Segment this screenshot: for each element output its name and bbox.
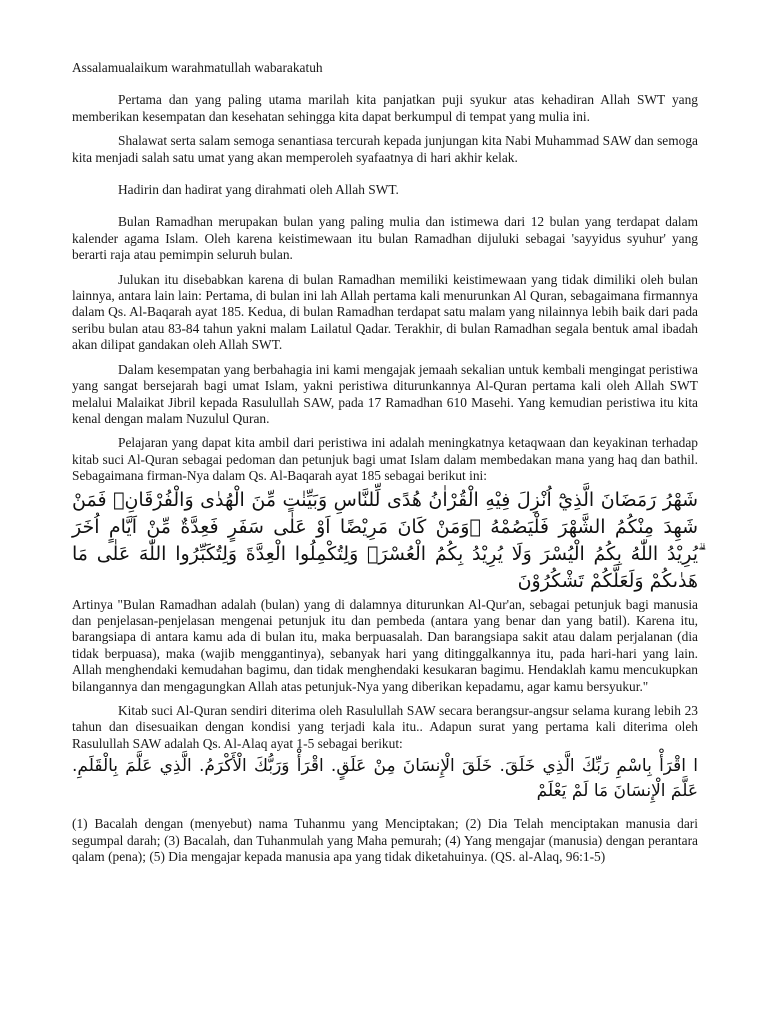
paragraph-kitab-suci: Kitab suci Al-Quran sendiri diterima oleh Rasulullah SAW secara berangsur-angsur selama kurang lebih 23 tahun dan disesuaikan dengan kondisi yang terjadi kala itu.. Adapun surat yang pertama kali diterima oleh Rasulullah SAW adalah Qs. Al-Alaq ayat 1-5 sebagai berikut: xyxy=(72,702,698,751)
paragraph-shalawat: Shalawat serta salam semoga senantiasa tercurah kepada junjungan kita Nabi Muhammad SAW dan semoga kita menjadi salah satu umat yang akan memperoleh syafaatnya di hari akhir kelak. xyxy=(72,133,698,165)
paragraph-julukan: Julukan itu disebabkan karena di bulan Ramadhan memiliki keistimewaan yang tidak dimiliki oleh bulan lainnya, antara lain lain: Pertama, di bulan ini lah Allah pertama kali menurunkan Al Quran, sebagaimana firmannya dalam Qs. Al-Baqarah ayat 185. Kedua, di bulan Ramadhan terdapat satu malam yang nilainnya lebih baik dari pada seribu bulan atau 83-84 tahun yakni malam Lailatul Qadar. Terakhir, di bulan Ramadhan segala bentuk amal ibadah akan dilipat gandakan oleh Allah SWT. xyxy=(72,271,698,353)
arabic-verse-al-baqarah: شَهْرُ رَمَضَانَ الَّذِيْٓ اُنْزِلَ فِيْهِ الْقُرْاٰنُ هُدًى لِّلنَّاسِ وَبَيِّنٰتٍ مِّنَ الْهُدٰى وَالْفُرْقَانِۚ فَمَنْ شَهِدَ مِنْكُمُ الشَّهْرَ فَلْيَصُمْهُ ۗوَمَنْ كَانَ مَرِيْضًا اَوْ عَلٰى سَفَرٍ فَعِدَّةٌ مِّنْ اَيَّامٍ اُخَرَ ۗيُرِيْدُ اللّٰهُ بِكُمُ الْيُسْرَ وَلَا يُرِيْدُ بِكُمُ الْعُسْرَۖ وَلِتُكْمِلُوا الْعِدَّةَ وَلِتُكَبِّرُوا اللّٰهَ عَلٰى مَا هَدٰىكُمْ وَلَعَلَّكُمْ تَشْكُرُوْنَ xyxy=(72,488,698,592)
paragraph-opening: Pertama dan yang paling utama marilah kita panjatkan puji syukur atas kehadiran Allah SWT yang memberikan kesempatan dan kesehatan sehingga kita dapat berkumpul di tempat yang mulia ini. xyxy=(72,92,698,124)
paragraph-ramadhan: Bulan Ramadhan merupakan bulan yang paling mulia dan istimewa dari 12 bulan yang terdapat dalam kalender agama Islam. Oleh karena keistimewaan itu bulan Ramadhan dijuluki sebagai 'sayyidus syuhur' yang berarti raja atau pemimpin seluruh bulan. xyxy=(72,214,698,263)
document-body xyxy=(72,60,698,865)
greeting: Assalamualaikum warahmatullah wabarakatuh xyxy=(72,60,323,75)
paragraph-address: Hadirin dan hadirat yang dirahmati oleh Allah SWT. xyxy=(118,182,399,198)
translation-al-alaq: (1) Bacalah dengan (menyebut) nama Tuhanmu yang Menciptakan; (2) Dia Telah menciptakan manusia dari segumpal darah; (3) Bacalah, dan Tuhanmulah yang Maha pemurah; (4) Yang mengajar (manusia) dengan perantara qalam (pena); (5) Dia mengajar kepada manusia apa yang tidak diketahuinya. (QS. al-Alaq, 96:1-5) xyxy=(72,816,698,864)
paragraph-pelajaran: Pelajaran yang dapat kita ambil dari peristiwa ini adalah meningkatnya ketaqwaan dan keyakinan terhadap kitab suci Al-Quran sebagai pedoman dan petunjuk bagi umat Islam dalam membedakan mana yang haq dan bathil. Sebagaimana firman-Nya dalam Qs. Al-Baqarah ayat 185 sebagai berikut ini: xyxy=(72,435,698,484)
translation-al-baqarah: Artinya "Bulan Ramadhan adalah (bulan) yang di dalamnya diturunkan Al-Qur'an, sebagai petunjuk bagi manusia dan penjelasan-penjelasan mengenai petunjuk itu dan pembeda (antara yang benar dan yang batil). Karena itu, barangsiapa di antara kamu ada di bulan itu, maka berpuasalah. Dan barangsiapa sakit atau dalam perjalanan (dia tidak berpuasa), maka (wajib menggantinya), sebanyak hari yang ditinggalkannya itu, pada hari-hari yang lain. Allah menghendaki kemudahan bagimu, dan tidak menghendaki kesukaran bagimu. Hendaklah kamu mencukupkan bilangannya dan mengagungkan Allah atas petunjuk-Nya yang diberikan kepadamu, agar kamu bersyukur." xyxy=(72,596,698,694)
arabic-verse-al-alaq: ا اقْرَأْ بِاسْمِ رَبِّكَ الَّذِي خَلَقَ. خَلَقَ الْإِنسَانَ مِنْ عَلَقٍ. اقْرَأْ وَرَبُّكَ الْأَكْرَمُ. الَّذِي عَلَّمَ بِالْقَلَمِ. عَلَّمَ الْإِنسَانَ مَا لَمْ يَعْلَمْ xyxy=(72,756,698,802)
paragraph-kesempatan: Dalam kesempatan yang berbahagia ini kami mengajak jemaah sekalian untuk kembali mengingat peristiwa yang sangat bersejarah bagi umat Islam, yakni peristiwa diturunkannya Al-Quran pertama kali oleh Allah SWT melalui Malaikat Jibril kepada Rasulullah SAW, pada 17 Ramadhan 610 Masehi. Yang kemudian peristiwa itu kita kenal dengan malam Nuzulul Quran. xyxy=(72,361,698,426)
